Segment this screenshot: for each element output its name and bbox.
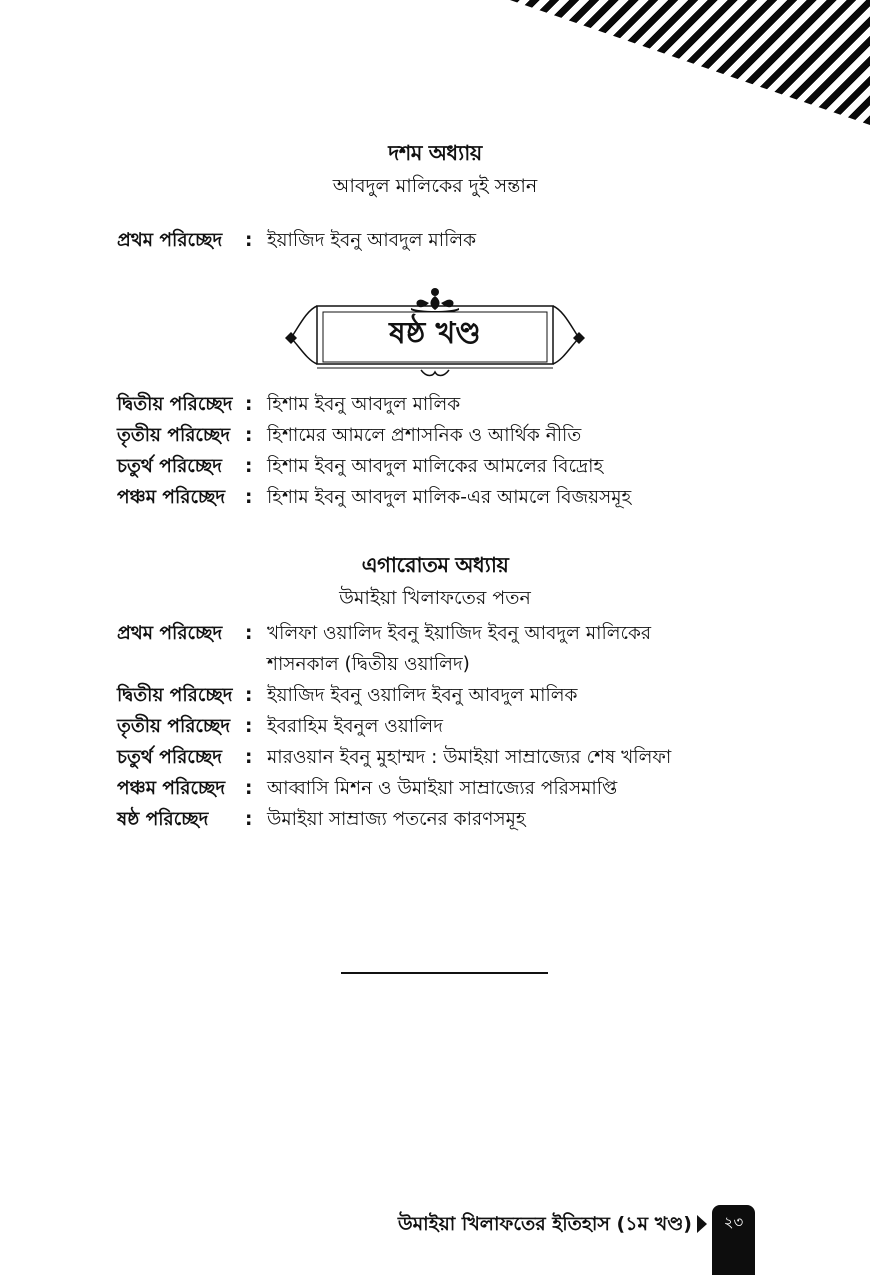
chapter-11-toc [117,618,817,835]
separator: : [245,809,253,830]
toc-row[interactable] [117,742,817,773]
chapter-11-subheading: উমাইয়া খিলাফতের পতন [339,587,531,609]
toc-row[interactable] [117,711,817,742]
toc-row[interactable] [117,773,817,804]
toc-row[interactable] [117,420,817,451]
decorative-stripes [510,0,870,125]
section-label: প্রথম পরিচ্ছেদ [117,230,223,251]
section-title: উমাইয়া সাম্রাজ্য পতনের কারণসমূহ [267,809,526,830]
section-label: প্রথম পরিচ্ছেদ [117,623,223,644]
section-title: মারওয়ান ইবনু মুহাম্মদ : উমাইয়া সাম্রাজ্যের শেষ খলিফা [267,747,672,768]
divider [341,972,548,974]
separator: : [245,747,253,768]
section-title: হিশামের আমলে প্রশাসনিক ও আর্থিক নীতি [267,425,582,446]
chapter-10-toc-continued [117,389,817,513]
toc-row[interactable] [117,451,817,482]
toc-row[interactable] [117,389,817,420]
book-title: উমাইয়া খিলাফতের ইতিহাস (১ম খণ্ড) [397,1213,692,1235]
page-number: ২৩ [712,1205,755,1275]
chapter-10-heading: দশম অধ্যায় [388,141,482,165]
section-title: হিশাম ইবনু আবদুল মালিক-এর আমলে বিজয়সমূহ [267,487,632,508]
chapter-10-toc [117,225,817,256]
section-label: চতুর্থ পরিচ্ছেদ [117,456,222,477]
separator: : [245,778,253,799]
toc-row[interactable] [117,618,817,680]
toc-row[interactable] [117,804,817,835]
separator: : [245,425,253,446]
section-title [267,618,817,680]
separator: : [245,487,253,508]
section-label: তৃতীয় পরিচ্ছেদ [117,716,231,737]
section-title: হিশাম ইবনু আবদুল মালিক [267,394,461,415]
toc-row[interactable] [117,482,817,513]
chapter-10-subheading: আবদুল মালিকের দুই সন্তান [332,175,538,197]
section-label: পঞ্চম পরিচ্ছেদ [117,487,226,508]
separator: : [245,394,253,415]
section-label: দ্বিতীয় পরিচ্ছেদ [117,394,233,415]
toc-row[interactable] [117,225,817,256]
section-title-line2: শাসনকাল (দ্বিতীয় ওয়ালিদ) [267,654,470,675]
triangle-right-icon [697,1215,707,1233]
separator: : [245,623,253,644]
section-label: ষষ্ঠ পরিচ্ছেদ [117,809,209,830]
section-title: আব্বাসি মিশন ও উমাইয়া সাম্রাজ্যের পরিসমাপ্তি [267,778,618,799]
section-label: দ্বিতীয় পরিচ্ছেদ [117,685,233,706]
section-title: ইয়াজিদ ইবনু আবদুল মালিক [267,230,477,251]
section-label: পঞ্চম পরিচ্ছেদ [117,778,226,799]
part-banner [283,286,587,382]
separator: : [245,456,253,477]
section-label: চতুর্থ পরিচ্ছেদ [117,747,222,768]
part-title: ষষ্ঠ খণ্ড [389,315,481,351]
section-title-line1: খলিফা ওয়ালিদ ইবনু ইয়াজিদ ইবনু আবদুল মালিকের [267,623,652,644]
toc-row[interactable] [117,680,817,711]
section-label: তৃতীয় পরিচ্ছেদ [117,425,231,446]
section-title: হিশাম ইবনু আবদুল মালিকের আমলের বিদ্রোহ [267,456,604,477]
section-title: ইবরাহিম ইবনুল ওয়ালিদ [267,716,443,737]
section-title: ইয়াজিদ ইবনু ওয়ালিদ ইবনু আবদুল মালিক [267,685,578,706]
chapter-11-heading: এগারোতম অধ্যায় [361,553,509,577]
separator: : [245,230,253,251]
separator: : [245,716,253,737]
separator: : [245,685,253,706]
